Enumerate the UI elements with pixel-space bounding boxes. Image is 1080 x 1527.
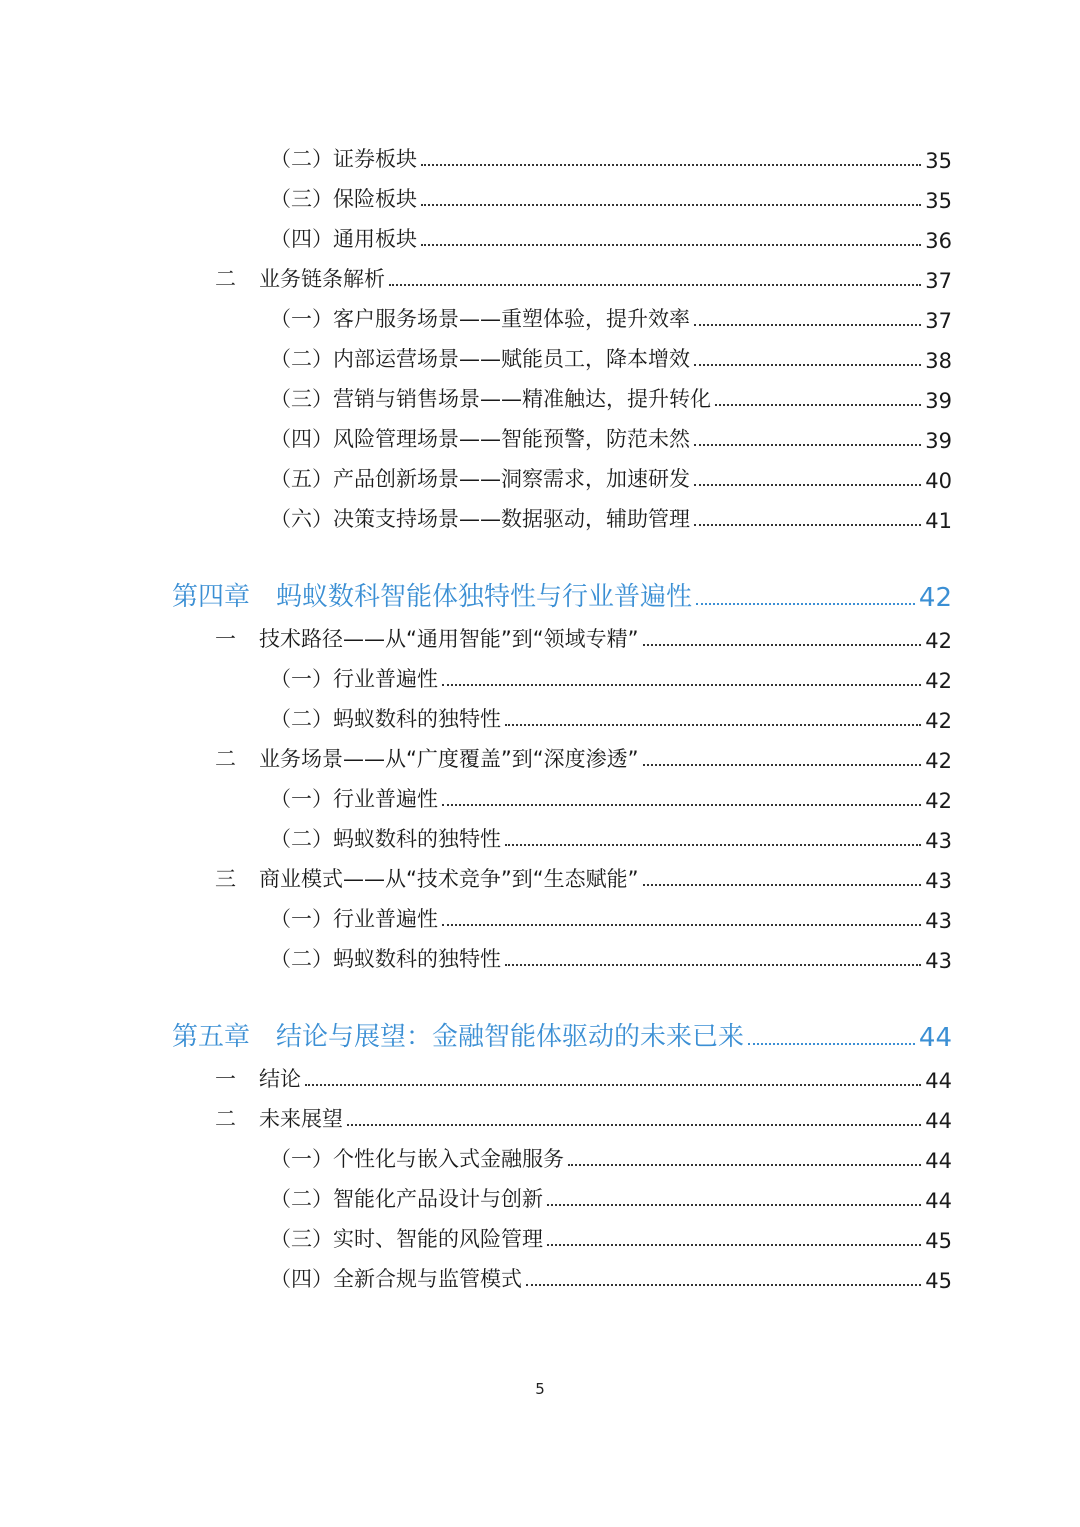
toc-subsection-entry[interactable] bbox=[0, 333, 1080, 373]
entry-page-number: 43 bbox=[925, 909, 952, 933]
entry-page-number: 38 bbox=[925, 349, 952, 373]
entry-page-number: 39 bbox=[925, 429, 952, 453]
dot-leader bbox=[694, 444, 921, 446]
dot-leader bbox=[505, 724, 921, 726]
entry-title: 商业模式——从“技术竞争”到“生态赋能” bbox=[259, 867, 639, 891]
toc-subsection-entry[interactable] bbox=[0, 1173, 1080, 1213]
entry-title: （二）证券板块 bbox=[270, 147, 417, 171]
entry-title: （五）产品创新场景——洞察需求，加速研发 bbox=[270, 467, 690, 491]
dot-leader bbox=[748, 1043, 915, 1045]
entry-title: （二）蚂蚁数科的独特性 bbox=[270, 947, 501, 971]
entry-page-number: 41 bbox=[925, 509, 952, 533]
entry-page-number: 39 bbox=[925, 389, 952, 413]
entry-title: （二）蚂蚁数科的独特性 bbox=[270, 707, 501, 731]
dot-leader bbox=[526, 1284, 921, 1286]
entry-title: 结论与展望：金融智能体驱动的未来已来 bbox=[276, 1022, 745, 1052]
section-number: 二 bbox=[215, 1107, 236, 1131]
dot-leader bbox=[694, 324, 921, 326]
toc-section-entry[interactable] bbox=[0, 613, 1080, 653]
entry-page-number: 45 bbox=[925, 1269, 952, 1293]
toc-subsection-entry[interactable] bbox=[0, 493, 1080, 533]
dot-leader bbox=[505, 964, 921, 966]
entry-title: （一）个性化与嵌入式金融服务 bbox=[270, 1147, 564, 1171]
entry-title: （四）风险管理场景——智能预警，防范未然 bbox=[270, 427, 690, 451]
dot-leader bbox=[547, 1204, 921, 1206]
entry-title: 未来展望 bbox=[259, 1107, 343, 1131]
chapter-label: 第四章 bbox=[172, 582, 251, 612]
dot-leader bbox=[643, 764, 922, 766]
entry-page-number: 44 bbox=[925, 1109, 952, 1133]
toc-subsection-entry[interactable] bbox=[0, 893, 1080, 933]
entry-page-number: 37 bbox=[925, 269, 952, 293]
entry-page-number: 35 bbox=[925, 149, 952, 173]
dot-leader bbox=[696, 603, 915, 605]
toc-section-entry[interactable] bbox=[0, 1093, 1080, 1133]
entry-page-number: 42 bbox=[925, 749, 952, 773]
entry-page-number: 42 bbox=[925, 629, 952, 653]
toc-subsection-entry[interactable] bbox=[0, 413, 1080, 453]
page-number: 5 bbox=[535, 1380, 545, 1398]
toc-section-entry[interactable] bbox=[0, 853, 1080, 893]
dot-leader bbox=[421, 164, 921, 166]
toc-subsection-entry[interactable] bbox=[0, 213, 1080, 253]
entry-page-number: 42 bbox=[925, 789, 952, 813]
toc-subsection-entry[interactable] bbox=[0, 173, 1080, 213]
entry-title: （二）智能化产品设计与创新 bbox=[270, 1187, 543, 1211]
entry-page-number: 43 bbox=[925, 829, 952, 853]
entry-title: 业务场景——从“广度覆盖”到“深度渗透” bbox=[259, 747, 639, 771]
entry-title: （三）实时、智能的风险管理 bbox=[270, 1227, 543, 1251]
toc-subsection-entry[interactable] bbox=[0, 1133, 1080, 1173]
entry-page-number: 36 bbox=[925, 229, 952, 253]
toc-subsection-entry[interactable] bbox=[0, 813, 1080, 853]
dot-leader bbox=[505, 844, 921, 846]
entry-title: （六）决策支持场景——数据驱动，辅助管理 bbox=[270, 507, 690, 531]
dot-leader bbox=[643, 644, 922, 646]
entry-page-number: 44 bbox=[925, 1149, 952, 1173]
entry-title: 结论 bbox=[259, 1067, 301, 1091]
dot-leader bbox=[442, 684, 921, 686]
entry-page-number: 44 bbox=[918, 1023, 952, 1053]
dot-leader bbox=[568, 1164, 921, 1166]
dot-leader bbox=[305, 1084, 921, 1086]
toc-section-entry[interactable] bbox=[0, 253, 1080, 293]
toc-section-entry[interactable] bbox=[0, 733, 1080, 773]
toc-subsection-entry[interactable] bbox=[0, 373, 1080, 413]
entry-title: （一）行业普遍性 bbox=[270, 667, 438, 691]
dot-leader bbox=[694, 484, 921, 486]
entry-page-number: 42 bbox=[925, 669, 952, 693]
entry-page-number: 44 bbox=[925, 1189, 952, 1213]
dot-leader bbox=[643, 884, 922, 886]
entry-title: （二）蚂蚁数科的独特性 bbox=[270, 827, 501, 851]
toc-subsection-entry[interactable] bbox=[0, 293, 1080, 333]
entry-title: （三）保险板块 bbox=[270, 187, 417, 211]
toc-subsection-entry[interactable] bbox=[0, 933, 1080, 973]
entry-page-number: 40 bbox=[925, 469, 952, 493]
chapter-label: 第五章 bbox=[172, 1022, 251, 1052]
section-number: 二 bbox=[215, 747, 236, 771]
entry-page-number: 35 bbox=[925, 189, 952, 213]
entry-page-number: 42 bbox=[918, 583, 952, 613]
section-number: 二 bbox=[215, 267, 236, 291]
dot-leader bbox=[421, 244, 921, 246]
toc-subsection-entry[interactable] bbox=[0, 453, 1080, 493]
dot-leader bbox=[442, 924, 921, 926]
toc-subsection-entry[interactable] bbox=[0, 133, 1080, 173]
section-number: 一 bbox=[215, 627, 236, 651]
entry-title: （一）行业普遍性 bbox=[270, 907, 438, 931]
toc-subsection-entry[interactable] bbox=[0, 693, 1080, 733]
toc-subsection-entry[interactable] bbox=[0, 773, 1080, 813]
entry-title: （二）内部运营场景——赋能员工，降本增效 bbox=[270, 347, 690, 371]
toc-section-entry[interactable] bbox=[0, 1053, 1080, 1093]
table-of-contents bbox=[0, 133, 1080, 1293]
toc-chapter-entry[interactable] bbox=[0, 571, 1080, 613]
entry-title: （四）通用板块 bbox=[270, 227, 417, 251]
toc-subsection-entry[interactable] bbox=[0, 1213, 1080, 1253]
dot-leader bbox=[442, 804, 921, 806]
dot-leader bbox=[547, 1244, 921, 1246]
dot-leader bbox=[421, 204, 921, 206]
entry-page-number: 44 bbox=[925, 1069, 952, 1093]
entry-title: （四）全新合规与监管模式 bbox=[270, 1267, 522, 1291]
section-number: 一 bbox=[215, 1067, 236, 1091]
toc-chapter-entry[interactable] bbox=[0, 1011, 1080, 1053]
dot-leader bbox=[347, 1124, 921, 1126]
entry-page-number: 45 bbox=[925, 1229, 952, 1253]
entry-title: 蚂蚁数科智能体独特性与行业普遍性 bbox=[276, 582, 693, 612]
entry-title: 技术路径——从“通用智能”到“领域专精” bbox=[259, 627, 639, 651]
entry-title: （一）行业普遍性 bbox=[270, 787, 438, 811]
entry-page-number: 43 bbox=[925, 869, 952, 893]
dot-leader bbox=[389, 284, 921, 286]
entry-page-number: 42 bbox=[925, 709, 952, 733]
dot-leader bbox=[694, 364, 921, 366]
entry-page-number: 43 bbox=[925, 949, 952, 973]
section-number: 三 bbox=[215, 867, 236, 891]
toc-subsection-entry[interactable] bbox=[0, 1253, 1080, 1293]
section-gap bbox=[0, 973, 1080, 1011]
entry-page-number: 37 bbox=[925, 309, 952, 333]
entry-title: （一）客户服务场景——重塑体验，提升效率 bbox=[270, 307, 690, 331]
dot-leader bbox=[715, 404, 921, 406]
entry-title: 业务链条解析 bbox=[259, 267, 385, 291]
section-gap bbox=[0, 533, 1080, 571]
toc-subsection-entry[interactable] bbox=[0, 653, 1080, 693]
entry-title: （三）营销与销售场景——精准触达，提升转化 bbox=[270, 387, 711, 411]
dot-leader bbox=[694, 524, 921, 526]
